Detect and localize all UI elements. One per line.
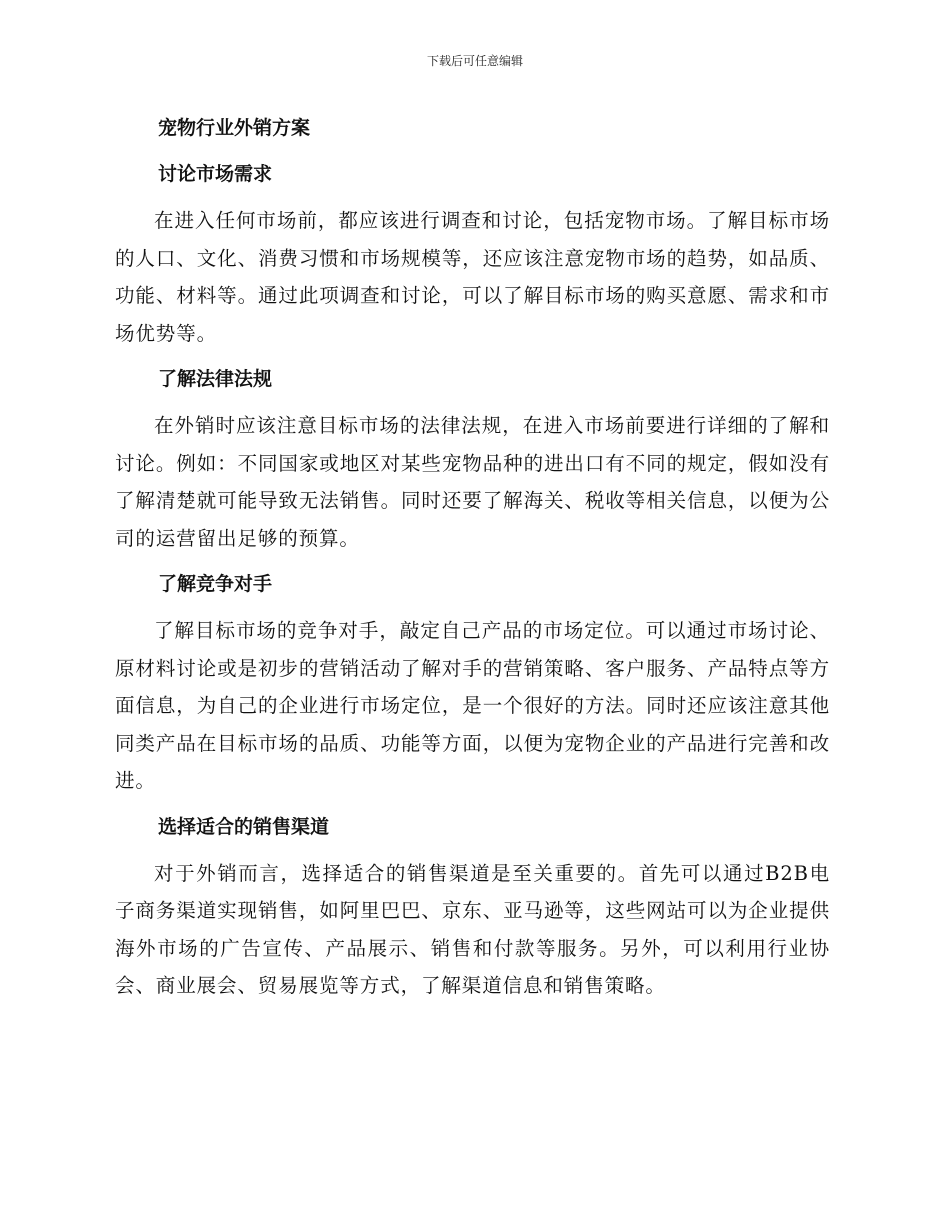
- section-heading-laws: 了解法律法规: [158, 368, 273, 390]
- section-heading-market-demand: 讨论市场需求: [158, 163, 273, 185]
- section-body-laws: 在外销时应该注意目标市场的法律法规，在进入市场前要进行详细的了解和讨论。例如：不同国家或地区对某些宠物品种的进出口有不同的规定，假如没有了解清楚就可能导致无法销售。同时还要了解海关、税收等相关信息，以便为公司的运营留出足够的预算。: [115, 414, 830, 550]
- section-heading-competitors: 了解竞争对手: [158, 573, 273, 595]
- page-header-note: 下载后可任意编辑: [426, 54, 523, 68]
- section-body-competitors: 了解目标市场的竞争对手，敲定自己产品的市场定位。可以通过市场讨论、原材料讨论或是初步的营销活动了解对手的营销策略、客户服务、产品特点等方面信息，为自己的企业进行市场定位，是一个很好的方法。同时还应该注意其他同类产品在目标市场的品质、功能等方面，以便为宠物企业的产品进行完善和改进。: [115, 619, 830, 792]
- section-heading-sales-channels: 选择适合的销售渠道: [158, 815, 330, 838]
- section-body-sales-channels: 对于外销而言，选择适合的销售渠道是至关重要的。首先可以通过B2B电子商务渠道实现销售，如阿里巴巴、京东、亚马逊等，这些网站可以为企业提供海外市场的广告宣传、产品展示、销售和付款等服务。另外，可以利用行业协会、商业展会、贸易展览等方式，了解渠道信息和销售策略。: [115, 861, 830, 997]
- document-content: [115, 110, 830, 1014]
- document-title: 宠物行业外销方案: [158, 117, 311, 139]
- section-body-market-demand: 在进入任何市场前，都应该进行调查和讨论，包括宠物市场。了解目标市场的人口、文化、消费习惯和市场规模等，还应该注意宠物市场的趋势，如品质、功能、材料等。通过此项调查和讨论，可以了解目标市场的购买意愿、需求和市场优势等。: [115, 209, 830, 345]
